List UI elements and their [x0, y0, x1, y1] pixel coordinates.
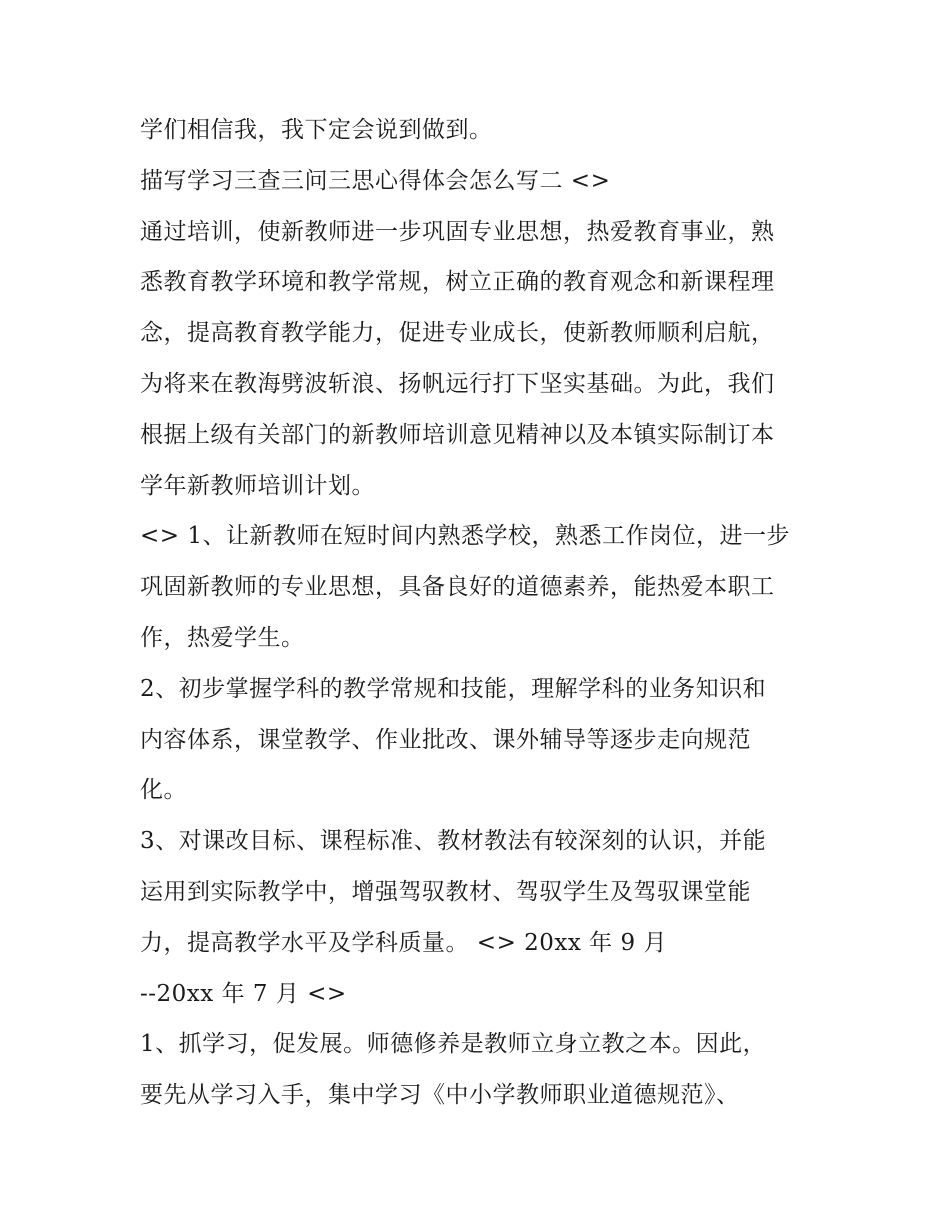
text-line: 要先从学习入手，集中学习《中小学教师职业道德规范》、 — [140, 1082, 740, 1109]
text-line: 3、对课改目标、课程标准、教材教法有较深刻的认识，并能 — [140, 828, 767, 855]
text-line: 巩固新教师的专业思想，具备良好的道德素养，能热爱本职工 — [140, 574, 775, 601]
text-line: <> 1、让新教师在短时间内熟悉学校，熟悉工作岗位，进一步 — [140, 523, 790, 550]
text-line: 力，提高教学水平及学科质量。 <> 20xx 年 9 月 — [140, 929, 667, 956]
text-line: 学们相信我，我下定会说到做到。 — [140, 117, 493, 143]
text-line: 2、初步掌握学科的教学常规和技能，理解学科的业务知识和 — [140, 675, 767, 702]
text-line: 悉教育教学环境和教学常规，树立正确的教育观念和新课程理 — [140, 269, 775, 296]
text-line: 内容体系，课堂教学、作业批改、课外辅导等逐步走向规范 — [140, 726, 751, 753]
text-line: 为将来在教海劈波斩浪、扬帆远行打下坚实基础。为此，我们 — [140, 370, 775, 397]
text-line: 1、抓学习，促发展。师德修养是教师立身立教之本。因此， — [140, 1031, 767, 1058]
text-line: 根据上级有关部门的新教师培训意见精神以及本镇实际制订本 — [140, 421, 775, 448]
text-line: 通过培训，使新教师进一步巩固专业思想，热爱教育事业，熟 — [140, 218, 775, 245]
text-line: 学年新教师培训计划。 — [140, 472, 375, 499]
section-heading: 描写学习三查三问三思心得体会怎么写二 <> — [140, 167, 611, 194]
text-line: 念，提高教育教学能力，促进专业成长，使新教师顺利启航， — [140, 320, 775, 347]
text-line: 作，热爱学生。 — [140, 624, 305, 651]
text-line: 运用到实际教学中，增强驾驭教材、驾驭学生及驾驭课堂能 — [140, 878, 751, 905]
document-body — [140, 105, 830, 1121]
text-line: 化。 — [140, 777, 187, 804]
text-line: --20xx 年 7 月 <> — [140, 980, 347, 1007]
